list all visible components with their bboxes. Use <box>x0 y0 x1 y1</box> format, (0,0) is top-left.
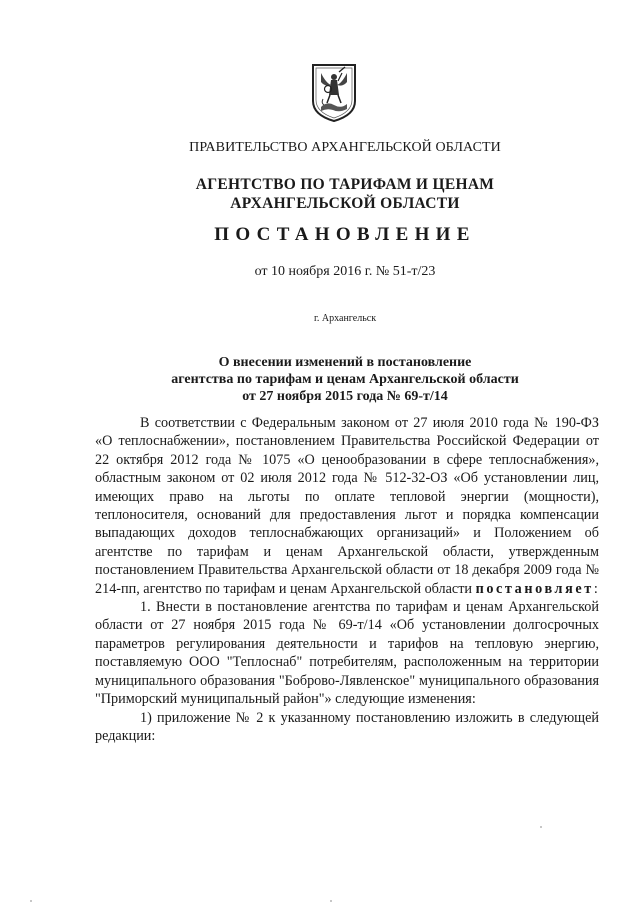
city-name: г. Архангельск <box>313 313 377 324</box>
decree-subject <box>0 354 640 405</box>
agency-title-line2: АРХАНГЕЛЬСКОЙ ОБЛАСТИ <box>230 195 460 212</box>
subject-line2: агентства по тарифам и ценам Архангельской области <box>171 372 519 387</box>
decree-date-number: от 10 ноября 2016 г. № 51-т/23 <box>254 264 436 279</box>
preamble-colon: : <box>593 580 598 597</box>
clause-1-paragraph: 1. Внести в постановление агентства по тарифам и ценам Архангельской области от 27 ноября 2015 года № 69-т/14 «Об установлении долгосрочных параметров регулирования деятельности и тарифов на тепловую энергию, поставляемую ООО "Теплоснаб" потребителям, расположенным на территории муниципального образования "Боброво-Лявленское" муниципального образования "Приморский муниципальный район"» следующие изменения: <box>95 599 599 708</box>
clause-1-1-paragraph: 1) приложение № 2 к указанному постановлению изложить в следующей редакции: <box>95 709 599 744</box>
preamble-paragraph <box>95 414 599 598</box>
subject-line3: от 27 ноября 2015 года № 69-т/14 <box>242 389 448 404</box>
agency-title <box>0 175 640 213</box>
scan-speck <box>330 900 332 902</box>
arkhangelsk-coat-of-arms-icon <box>311 63 357 123</box>
resolves-keyword: постановляет <box>475 580 594 597</box>
decree-body <box>95 414 599 745</box>
scan-speck <box>30 900 32 902</box>
government-title: ПРАВИТЕЛЬСТВО АРХАНГЕЛЬСКОЙ ОБЛАСТИ <box>189 140 501 155</box>
document-type-title: ПОСТАНОВЛЕНИЕ <box>214 224 476 245</box>
scan-speck <box>540 826 542 828</box>
preamble-text: В соответствии с Федеральным законом от 27 июля 2010 года № 190-ФЗ «О теплоснабжении», постановлением Правительства Российской Федерации от 22 октября 2012 года № 1075 «О ценообразовании в сфере теплоснабжения», областным законом от 02 июля 2012 года № 512-32-ОЗ «Об установлении лиц, имеющих право на льготы по оплате тепловой энергии (мощности), теплоносителя, оснований для предоставления льгот и порядка компенсации выпадающих доходов теплоснабжающих организаций» и Положением об агентстве по тарифам и ценам Архангельской области, утвержденным постановлением Правительства Архангельской области от 18 декабря 2009 года № 214-пп, агентство по тарифам и ценам Архангельской области <box>95 415 599 597</box>
agency-title-line1: АГЕНТСТВО ПО ТАРИФАМ И ЦЕНАМ <box>195 176 495 193</box>
subject-line1: О внесении изменений в постановление <box>218 355 472 370</box>
